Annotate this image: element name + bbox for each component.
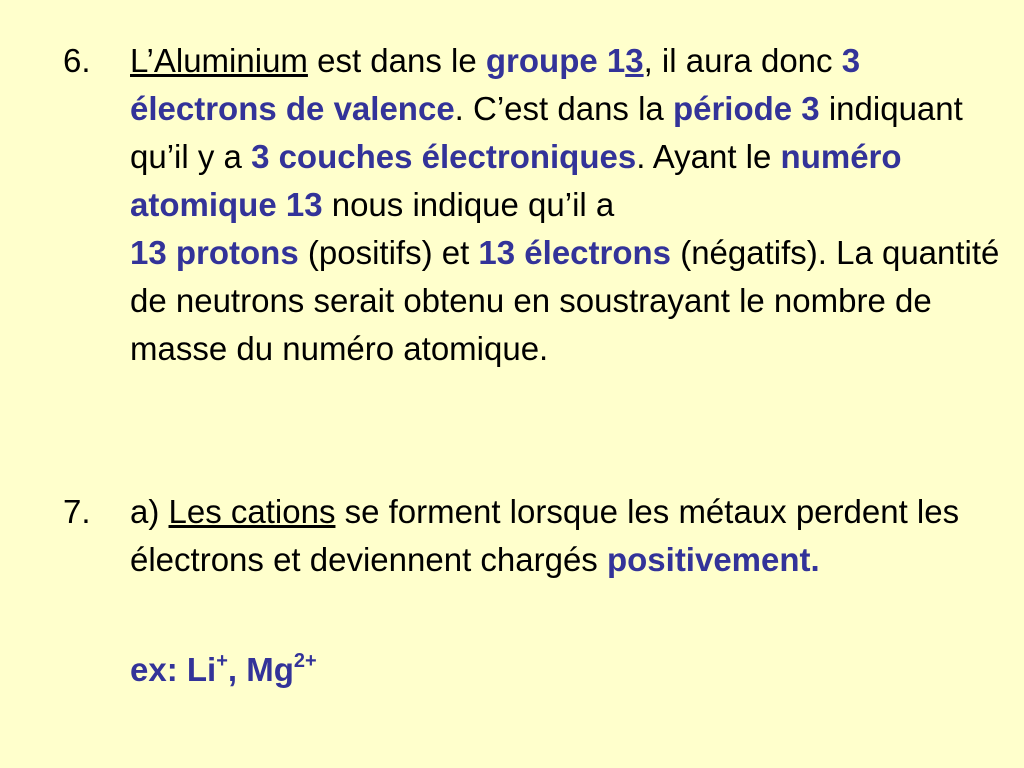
item-number: 6.: [63, 42, 91, 79]
example-line: [130, 646, 1000, 694]
text-run: , il aura donc: [643, 42, 842, 79]
valence-term: 3 électrons de valence: [130, 42, 861, 127]
protons-term: 13 protons: [130, 234, 299, 271]
example-prefix: ex: Li: [130, 651, 217, 688]
mg-charge: 2+: [293, 650, 317, 672]
text-run: indiquant qu’il y a: [130, 90, 963, 175]
example-separator: , Mg: [227, 651, 294, 688]
item-number: 7.: [63, 493, 91, 530]
groupe-term: [486, 42, 644, 79]
groupe-digit: 3: [625, 42, 644, 79]
text-run: (négatifs). La quantité de neutrons serait obtenu en soustrayant le nombre de masse du numéro atomique.: [130, 234, 1000, 367]
periode-term: période 3: [672, 90, 820, 127]
text-run: est dans le: [307, 42, 486, 79]
li-charge: +: [216, 650, 228, 672]
text-run: se forment lorsque les métaux perdent les électrons et deviennent chargés: [130, 493, 960, 578]
item-text: [130, 37, 1000, 373]
cations-term: Les cations: [168, 493, 336, 530]
groupe-label: groupe 1: [485, 42, 626, 79]
text-run: . C’est dans la: [454, 90, 673, 127]
electrons-term: 13 électrons: [478, 234, 672, 271]
item-text: [130, 488, 1000, 584]
couches-term: 3 couches électroniques: [251, 138, 637, 175]
positivement-term: positivement.: [606, 541, 820, 578]
text-run: a): [130, 493, 169, 530]
text-run: nous indique qu’il a: [322, 186, 615, 223]
text-run: . Ayant le: [636, 138, 781, 175]
text-run: (positifs) et: [298, 234, 479, 271]
numero-atomique-term: numéro atomique 13: [130, 138, 902, 223]
aluminium-term: L’Aluminium: [130, 42, 308, 79]
